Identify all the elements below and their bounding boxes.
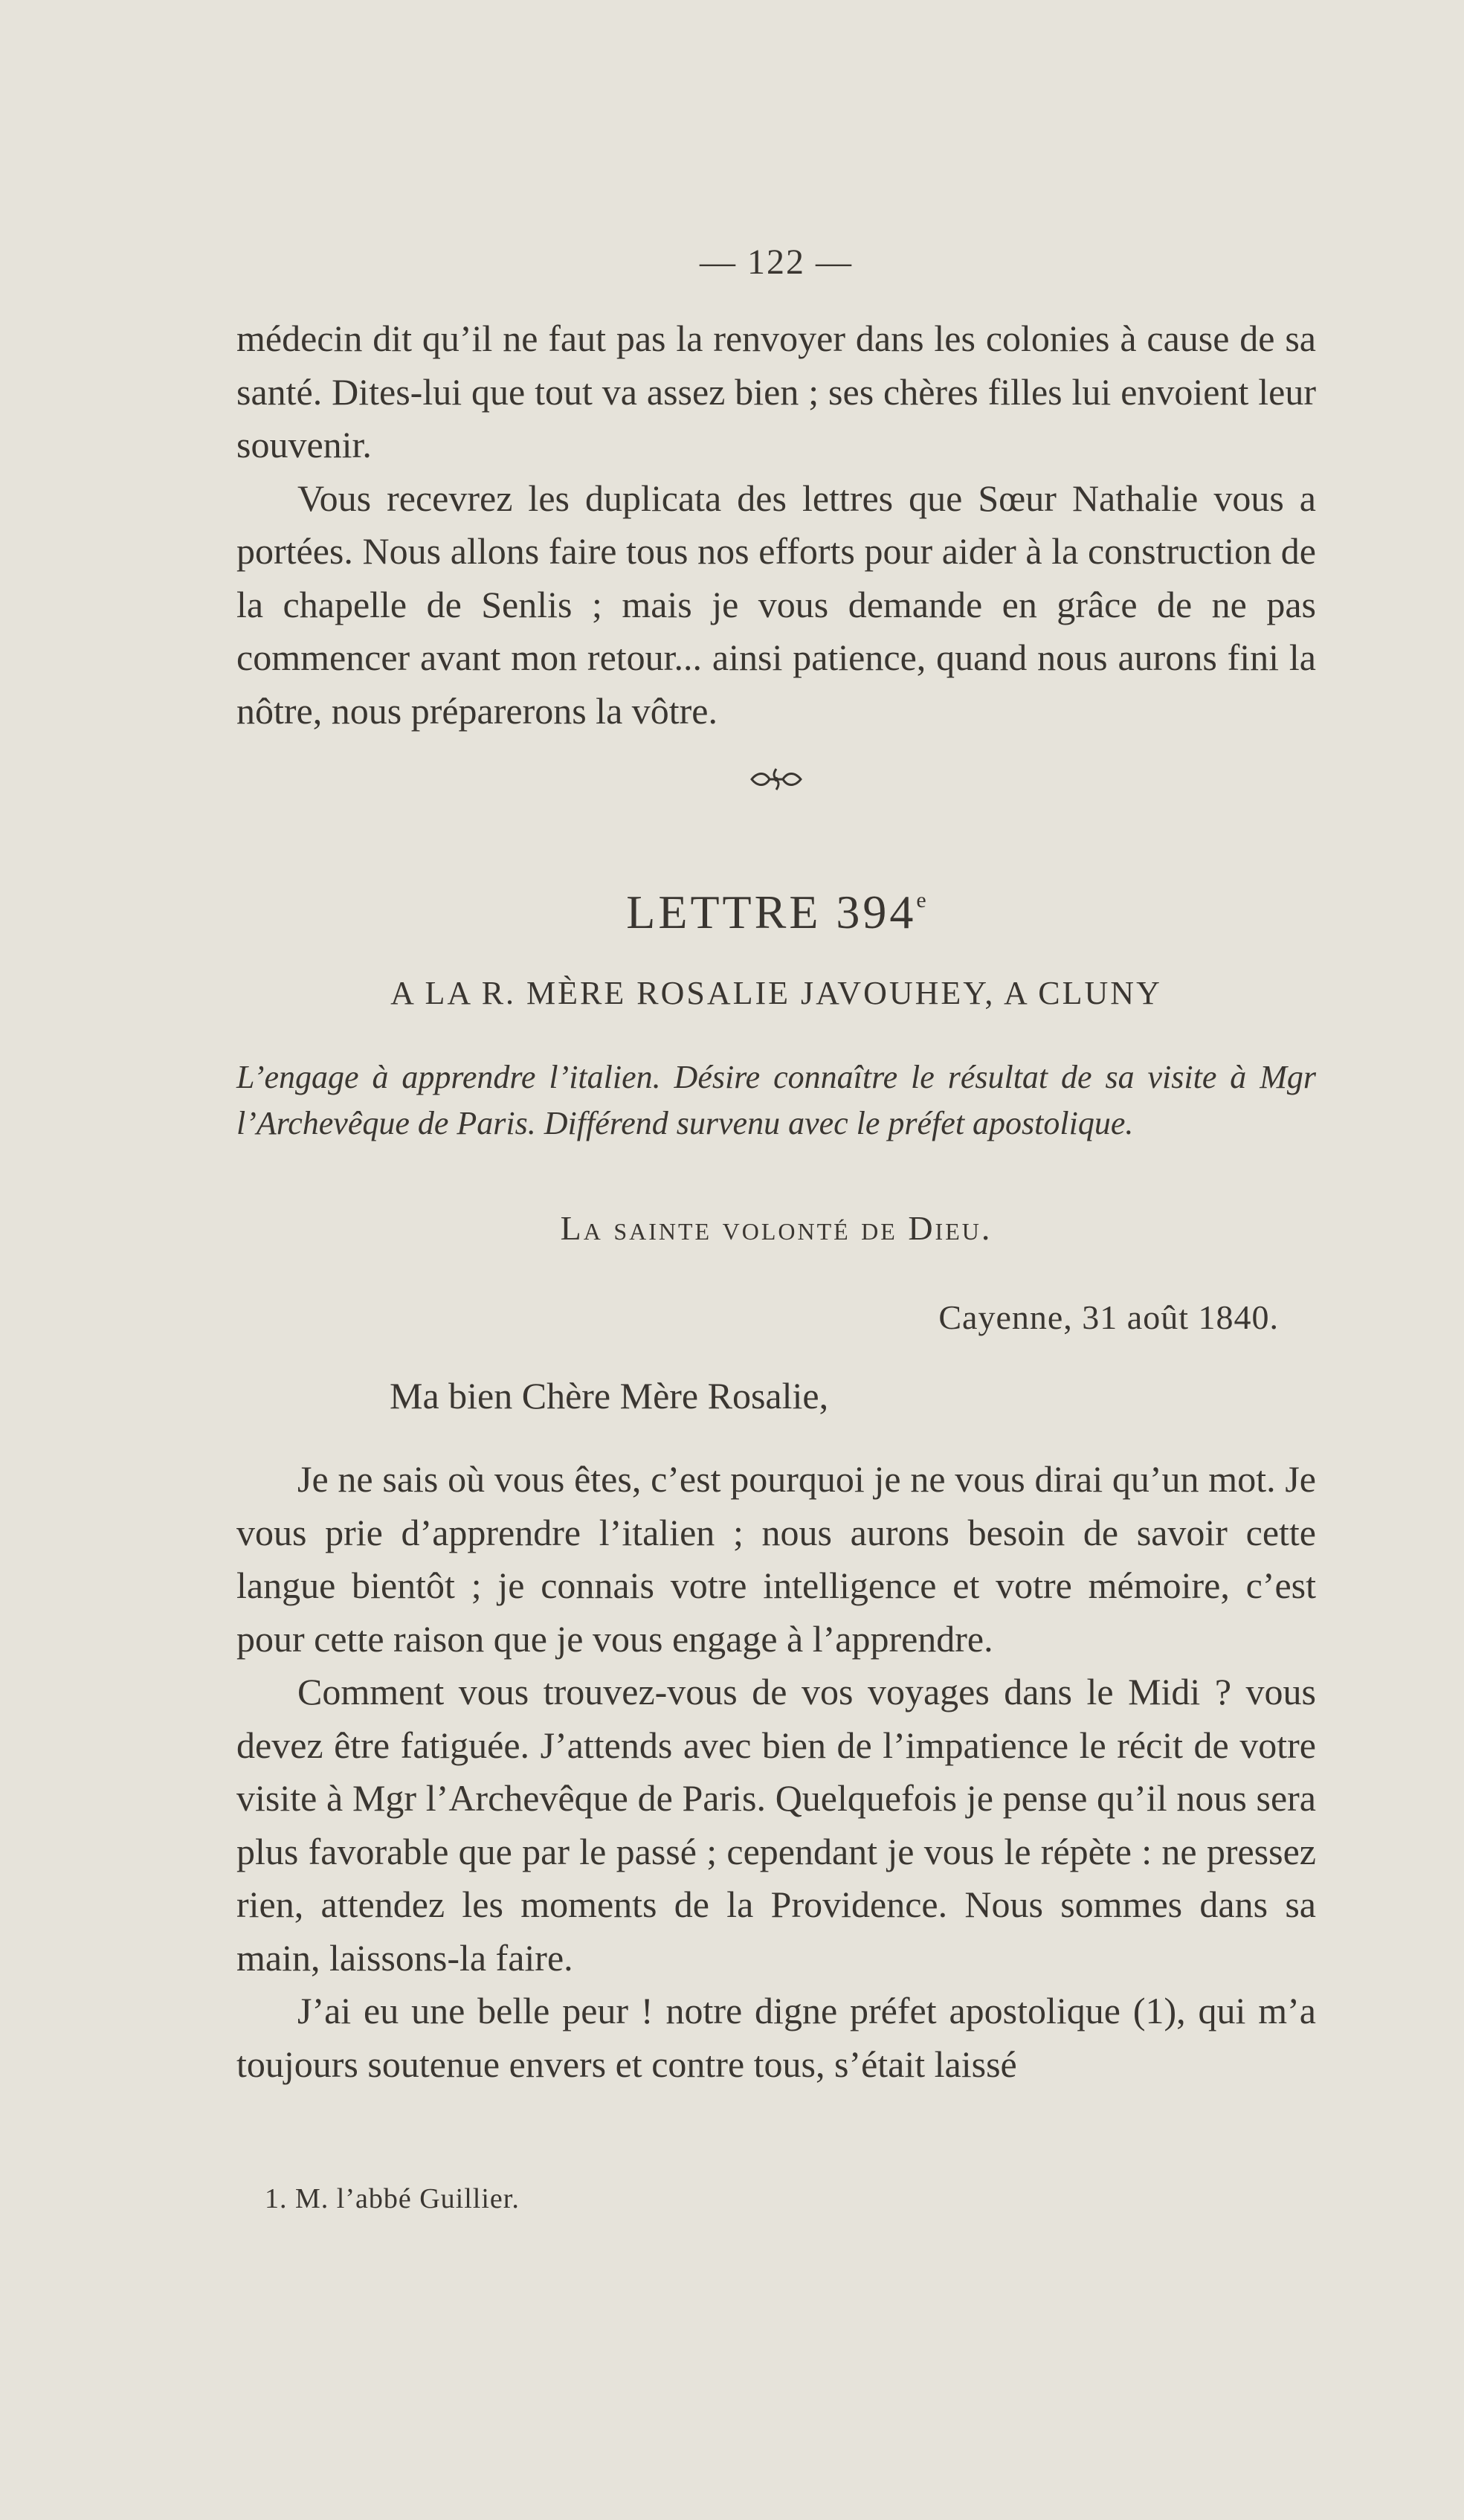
letter-title-text: LETTRE 394	[626, 886, 917, 938]
letter-motto: La sainte volonté de Dieu.	[560, 1209, 993, 1247]
body-paragraph-3: J’ai eu une belle peur ! notre digne préfet apostolique (1), qui m’a toujours soutenue envers et contre tous, s’était laissé	[236, 1990, 1316, 2085]
footnote: 1. M. l’abbé Guillier.	[265, 2183, 520, 2214]
letter-body	[236, 1453, 1316, 2091]
letter-summary: L’engage à apprendre l’italien. Désire connaître le résultat de sa visite à Mgr l’Archevêque de Paris. Différend survenu avec le préfet apostolique.	[236, 1059, 1316, 1141]
intro-text	[236, 312, 1316, 738]
intro-paragraph-2: Vous recevrez les duplicata des lettres que Sœur Nathalie vous a portées. Nous allons faire tous nos efforts pour aider à la construction de la chapelle de Senlis ; mais je vous demande en grâce de ne pas commencer avant mon retour... ainsi patience, quand nous aurons fini la nôtre, nous préparerons la vôtre.	[236, 477, 1316, 732]
fleuron-ornament-icon	[236, 766, 1316, 796]
letter-salutation: Ma bien Chère Mère Rosalie,	[390, 1375, 829, 1417]
body-paragraph-2: Comment vous trouvez-vous de vos voyages dans le Midi ? vous devez être fatiguée. J’attends avec bien de l’impatience le récit de votre visite à Mgr l’Archevêque de Paris. Quelquefois je pense qu’il nous sera plus favorable que par le passé ; cependant je vous le répète : ne pressez rien, attendez les moments de la Providence. Nous sommes dans sa main, laissons-la faire.	[236, 1671, 1316, 1979]
letter-recipient: A LA R. MÈRE ROSALIE JAVOUHEY, A CLUNY	[390, 975, 1162, 1011]
letter-dateline: Cayenne, 31 août 1840.	[938, 1298, 1279, 1336]
intro-paragraph-1: médecin dit qu’il ne faut pas la renvoyer dans les colonies à cause de sa santé. Dites-lui que tout va assez bien ; ses chères filles lui envoient leur souvenir.	[236, 318, 1316, 465]
letter-title	[236, 885, 1316, 940]
page-number: — 122 —	[700, 242, 853, 282]
letter-title-suffix: e	[916, 888, 926, 912]
body-paragraph-1: Je ne sais où vous êtes, c’est pourquoi je ne vous dirai qu’un mot. Je vous prie d’apprendre l’italien ; nous aurons besoin de savoir cette langue bientôt ; je connais votre intelligence et votre mémoire, c’est pour cette raison que je vous engage à l’apprendre.	[236, 1458, 1316, 1660]
